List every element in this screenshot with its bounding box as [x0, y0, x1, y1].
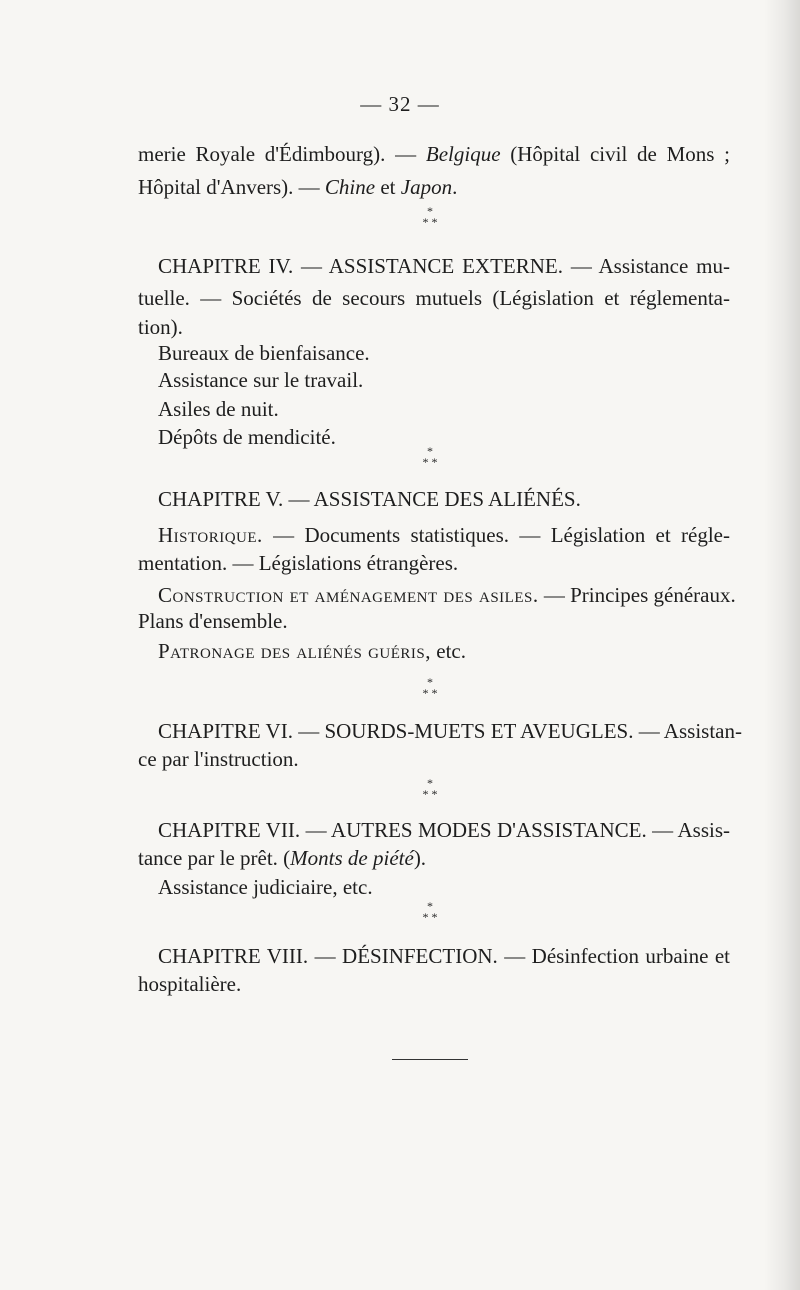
text-line: merie Royale d'Édimbourg). — Belgique (Hôpital civil de Mons ; — [138, 142, 730, 166]
text-line: Asiles de nuit. — [158, 397, 279, 421]
text-line: Dépôts de mendicité. — [158, 425, 336, 449]
text-line: mentation. — Législations étrangères. — [138, 551, 459, 575]
text-line: tion). — [138, 315, 183, 339]
text-line: Assistance judiciaire, etc. — [158, 875, 373, 899]
text-line: Patronage des aliénés guéris, etc. — [158, 639, 466, 663]
chapter-heading: CHAPITRE VIII. — DÉSINFECTION. — Désinfection urbaine et — [158, 944, 730, 968]
text-line: Plans d'ensemble. — [138, 609, 288, 633]
chapter-heading: CHAPITRE IV. — ASSISTANCE EXTERNE. — Assistance mu- — [158, 254, 730, 278]
page-edge-shadow — [764, 0, 800, 1290]
text-line: Assistance sur le travail. — [158, 368, 364, 392]
chapter-heading: CHAPITRE V. — ASSISTANCE DES ALIÉNÉS. — [158, 487, 581, 511]
text-line: hospitalière. — [138, 972, 242, 996]
end-rule — [392, 1059, 468, 1060]
text-line: tuelle. — Sociétés de secours mutuels (Législation et réglementa- — [138, 286, 730, 310]
section-separator: * * * — [422, 776, 438, 801]
text-line: Construction et aménagement des asiles. — Principes généraux. — [158, 583, 736, 607]
text-line: ce par l'instruction. — [138, 747, 299, 771]
section-separator: * * * — [422, 444, 438, 469]
chapter-heading: CHAPITRE VII. — AUTRES MODES D'ASSISTANCE. — Assis- — [158, 818, 730, 842]
section-separator: * * * — [422, 899, 438, 924]
text-line: Bureaux de bienfaisance. — [158, 341, 370, 365]
section-separator: * * * — [422, 675, 438, 700]
chapter-heading: CHAPITRE VI. — SOURDS-MUETS ET AVEUGLES. — Assistan- — [158, 719, 742, 743]
section-separator: * * * — [422, 204, 438, 229]
text-line: Historique. — Documents statistiques. — Législation et régle- — [158, 523, 730, 547]
text-line: tance par le prêt. (Monts de piété). — [138, 846, 427, 870]
page-number: — 32 — — [360, 92, 440, 116]
text-line: Hôpital d'Anvers). — Chine et Japon. — [138, 175, 458, 199]
